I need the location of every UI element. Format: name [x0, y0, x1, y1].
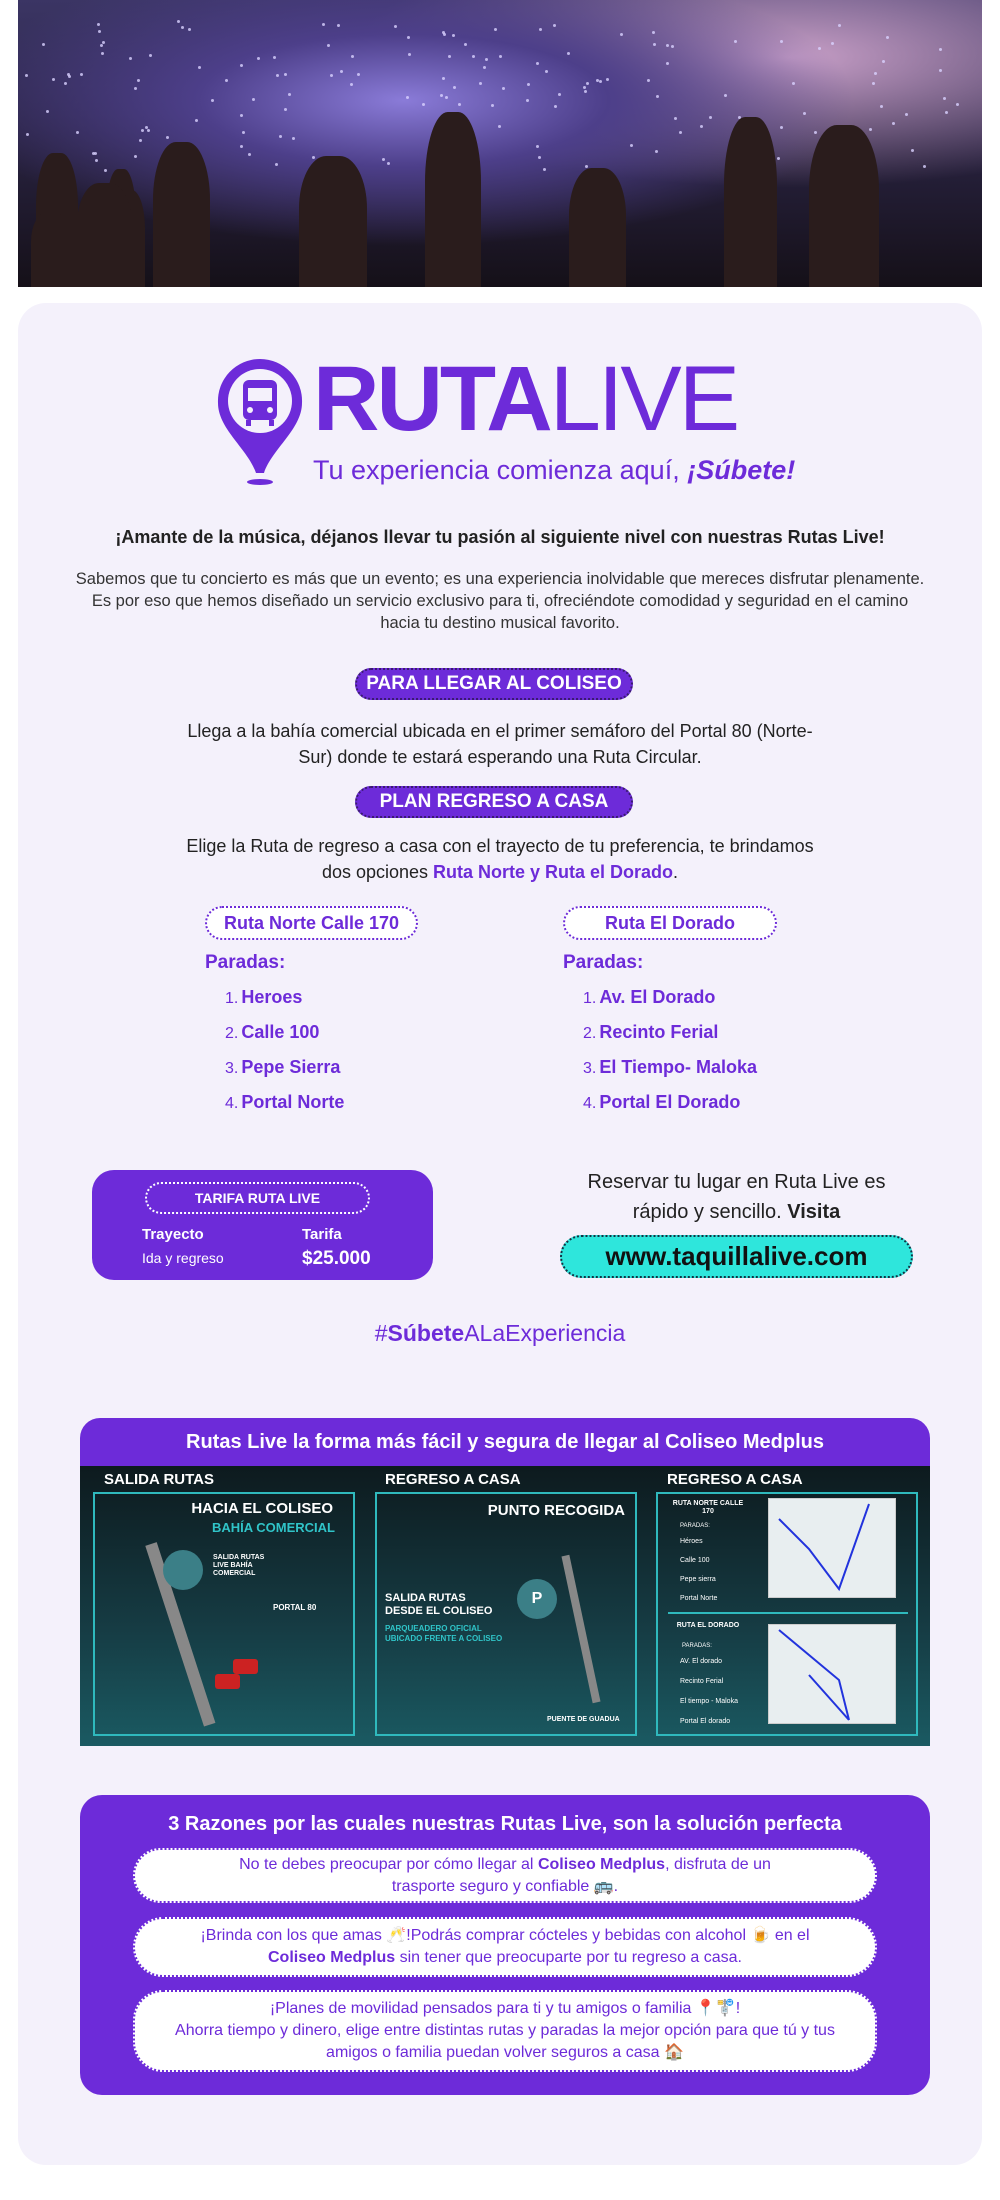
route-dorado-stop: 4. Portal El Dorado	[583, 1092, 741, 1112]
route-north-map	[768, 1498, 896, 1598]
infographic-title: Rutas Live la forma más fácil y segura de llegar al Coliseo Medplus	[80, 1418, 930, 1466]
arrive-label: PARA LLEGAR AL COLISEO	[355, 668, 633, 700]
reserve-visit: Visita	[787, 1201, 841, 1223]
bus-pin-icon	[213, 355, 308, 485]
light-dot	[647, 79, 650, 82]
light-dot	[240, 64, 243, 67]
light-dot	[838, 24, 841, 27]
panel1	[93, 1492, 355, 1736]
light-dot	[869, 128, 872, 131]
intro-heading: ¡Amante de la música, déjanos llevar tu pasión al siguiente nivel con nuestras Rutas Live!	[115, 527, 885, 547]
logo-word-live: LIVE	[549, 348, 738, 450]
light-dot	[101, 52, 104, 55]
road-graphic	[561, 1555, 600, 1703]
light-dot	[141, 129, 144, 132]
light-dot	[803, 112, 806, 115]
light-dot	[442, 77, 445, 80]
light-dot	[818, 47, 821, 50]
fare-col-price: Tarifa	[302, 1226, 342, 1243]
light-dot	[956, 103, 959, 106]
light-dot	[586, 82, 589, 85]
light-dot	[679, 131, 682, 134]
panel3-stop: Portal El dorado	[680, 1718, 731, 1725]
panel3-stop: Héroes	[680, 1538, 703, 1545]
light-dot	[700, 125, 703, 128]
panel3-stop: Portal Norte	[680, 1595, 718, 1602]
light-dot	[923, 165, 926, 168]
panel1-portal-label: PORTAL 80	[273, 1603, 317, 1612]
light-dot	[46, 110, 49, 113]
panel3-route1: RUTA NORTE CALLE 170	[672, 1500, 744, 1515]
light-dot	[276, 74, 279, 77]
panel2	[375, 1492, 637, 1736]
light-dot	[483, 66, 486, 69]
panel1-subheading: BAHÍA COMERCIAL	[211, 1520, 335, 1535]
light-dot	[382, 158, 385, 161]
light-dot	[652, 31, 655, 34]
light-dot	[95, 159, 98, 162]
light-dot	[792, 82, 795, 85]
route-north-stop: 2. Calle 100	[225, 1022, 320, 1042]
light-dot	[653, 43, 656, 46]
light-dot	[905, 113, 908, 116]
light-dot	[134, 155, 137, 158]
light-dot	[273, 56, 276, 59]
tagline-emphasis: ¡Súbete!	[687, 455, 796, 485]
light-dot	[485, 58, 488, 61]
light-dot	[102, 41, 105, 44]
light-dot	[666, 62, 669, 65]
light-dot	[292, 137, 295, 140]
light-dot	[585, 165, 588, 168]
light-dot	[181, 26, 184, 29]
taquillalive-link[interactable]: www.taquillalive.com	[560, 1235, 913, 1278]
crowd-silhouette	[724, 117, 777, 287]
light-dot	[882, 60, 885, 63]
return-text-routes: Ruta Norte y Ruta el Dorado	[433, 862, 674, 882]
light-dot	[526, 99, 529, 102]
route-north-stop: 1. Heroes	[225, 987, 303, 1007]
route-north-stop: 3. Pepe Sierra	[225, 1057, 341, 1077]
light-dot	[831, 42, 834, 45]
light-dot	[911, 149, 914, 152]
reserve-text-main: Reservar tu lugar en Ruta Live es rápido y sencillo.	[587, 1171, 886, 1223]
light-dot	[422, 103, 425, 106]
light-dot	[440, 94, 443, 97]
route-dorado-stop: 1. Av. El Dorado	[583, 987, 716, 1007]
fare-col-trip: Trayecto	[142, 1226, 204, 1243]
light-dot	[599, 80, 602, 83]
hashtag: #SúbeteALaExperiencia	[374, 1320, 626, 1346]
fare-box	[92, 1170, 433, 1280]
panel3-stop: El tiempo - Maloka	[680, 1698, 738, 1705]
route-dorado-stop: 2. Recinto Ferial	[583, 1022, 719, 1042]
panel2-heading: PUNTO RECOGIDA	[487, 1502, 625, 1519]
route-north-label: Ruta Norte Calle 170	[205, 906, 418, 940]
tagline-text: Tu experiencia comienza aquí,	[313, 455, 688, 485]
panel3-stop: AV. El dorado	[680, 1658, 723, 1665]
light-dot	[892, 122, 895, 125]
light-dot	[543, 168, 546, 171]
panel1-exit-label: SALIDA RUTAS LIVE BAHÍA COMERCIAL	[213, 1554, 265, 1577]
crowd-silhouette	[809, 125, 879, 287]
logo-word-ruta: RUTA	[313, 348, 550, 450]
light-dot	[407, 36, 410, 39]
hero-concert-image	[18, 0, 982, 287]
route-dorado-stop: 3. El Tiempo- Maloka	[583, 1057, 758, 1077]
light-dot	[68, 75, 71, 78]
light-dot	[357, 73, 360, 76]
light-dot	[149, 54, 152, 57]
light-dot	[443, 33, 446, 36]
light-dot	[52, 78, 55, 81]
light-dot	[42, 43, 45, 46]
panel2-title: REGRESO A CASA	[385, 1471, 521, 1488]
light-dot	[252, 98, 255, 101]
light-dot	[242, 131, 245, 134]
light-dot	[166, 136, 169, 139]
light-dot	[709, 116, 712, 119]
return-text	[175, 833, 825, 885]
parking-icon: P	[517, 1579, 557, 1619]
light-dot	[257, 57, 260, 60]
panel2-bridge-label: PUENTE DE GUADUA	[547, 1716, 620, 1723]
light-dot	[64, 82, 67, 85]
light-dot	[886, 36, 889, 39]
light-dot	[177, 20, 180, 23]
return-text-end: .	[673, 862, 679, 882]
route-north-stop: 4. Portal Norte	[225, 1092, 345, 1112]
light-dot	[536, 145, 539, 148]
light-dot	[211, 99, 214, 102]
crowd-silhouette	[425, 112, 482, 287]
route-dorado-label: Ruta El Dorado	[563, 906, 777, 940]
crowd-silhouette	[569, 168, 625, 287]
route-north-stops-label: Paradas:	[205, 952, 286, 973]
light-dot	[394, 25, 397, 28]
crowd-silhouette	[153, 142, 210, 287]
light-dot	[26, 133, 29, 136]
light-dot	[322, 23, 325, 26]
reasons-section	[80, 1795, 930, 2095]
light-dot	[129, 57, 132, 60]
light-dot	[567, 52, 570, 55]
light-dot	[777, 157, 780, 160]
light-dot	[554, 105, 557, 108]
return-text-main: Elige la Ruta de regreso a casa con el trayecto de tu preferencia, te brindamos dos opciones	[186, 836, 814, 882]
reason-2: ¡Brinda con los que amas 🥂!Podrás comprar cócteles y bebidas con alcohol 🍺 en el Coliseo Medplus sin tener que preocuparte por tu regreso a casa.	[133, 1917, 877, 1977]
light-dot	[596, 79, 599, 82]
light-dot	[656, 95, 659, 98]
light-dot	[445, 96, 448, 99]
location-pin-icon	[163, 1550, 203, 1590]
light-dot	[453, 86, 456, 89]
light-dot	[874, 72, 877, 75]
light-dot	[147, 129, 150, 132]
divider	[668, 1612, 908, 1614]
light-dot	[945, 111, 948, 114]
light-dot	[104, 169, 107, 172]
fare-title: TARIFA RUTA LIVE	[145, 1182, 370, 1214]
light-dot	[584, 90, 587, 93]
light-dot	[479, 82, 482, 85]
reason-1: No te debes preocupar por cómo llegar al Coliseo Medplus, disfruta de un trasporte seguro y confiable 🚌.	[133, 1848, 877, 1903]
light-dot	[350, 83, 353, 86]
light-dot	[288, 93, 291, 96]
light-dot	[780, 40, 783, 43]
bus-graphic	[215, 1674, 240, 1689]
light-dot	[939, 69, 942, 72]
reasons-title: 3 Razones por las cuales nuestras Rutas Live, son la solución perfecta	[168, 1813, 842, 1835]
light-dot	[275, 163, 278, 166]
light-dot	[458, 103, 461, 106]
crowd-silhouette	[77, 183, 132, 287]
light-dot	[620, 33, 623, 36]
light-dot	[630, 144, 633, 147]
light-dot	[284, 108, 287, 111]
light-dot	[674, 117, 677, 120]
light-dot	[872, 82, 875, 85]
light-dot	[337, 24, 340, 27]
light-dot	[943, 97, 946, 100]
light-dot	[351, 55, 354, 58]
light-dot	[406, 96, 409, 99]
light-dot	[248, 153, 251, 156]
light-dot	[538, 156, 541, 159]
light-dot	[464, 43, 467, 46]
panel1-title: SALIDA RUTAS	[104, 1471, 214, 1488]
reserve-text	[570, 1167, 903, 1227]
logo	[213, 348, 803, 490]
light-dot	[195, 119, 198, 122]
light-dot	[67, 73, 70, 76]
light-dot	[340, 70, 343, 73]
light-dot	[312, 156, 315, 159]
arrive-text: Llega a la bahía comercial ubicada en el primer semáforo del Portal 80 (Norte-Sur) donde te estará esperando una Ruta Circular.	[187, 721, 813, 767]
light-dot	[327, 44, 330, 47]
light-dot	[606, 78, 609, 81]
light-dot	[498, 125, 501, 128]
infographic	[80, 1466, 930, 1746]
reason-3: ¡Planes de movilidad pensados para ti y tu amigos o familia 📍🚏! Ahorra tiempo y dinero, elige entre distintas rutas y paradas la mejor opción para que tú y tus amigos o familia puedan volver seguros a casa 🏠	[133, 1990, 877, 2072]
light-dot	[939, 48, 942, 51]
light-dot	[724, 94, 727, 97]
light-dot	[225, 79, 228, 82]
light-dot	[536, 62, 539, 65]
crowd-silhouette	[31, 212, 71, 287]
light-dot	[76, 131, 79, 134]
panel3	[656, 1492, 918, 1736]
fare-trip: Ida y regreso	[142, 1250, 224, 1266]
light-dot	[494, 28, 497, 31]
light-dot	[387, 162, 390, 165]
light-dot	[98, 30, 101, 33]
tagline	[313, 455, 795, 486]
light-dot	[279, 135, 282, 138]
light-dot	[491, 104, 494, 107]
panel3-route1-label: PARADAS:	[680, 1523, 710, 1529]
light-dot	[880, 105, 883, 108]
panel2-exit-label: SALIDA RUTAS DESDE EL COLISEO	[385, 1592, 493, 1617]
panel3-route2-label: PARADAS:	[682, 1643, 712, 1649]
panel2-parking-label: PARQUEADERO OFICIAL UBICADO FRENTE A COLISEO	[385, 1624, 503, 1643]
light-dot	[502, 87, 505, 90]
light-dot	[452, 34, 455, 37]
fare-price: $25.000	[302, 1248, 371, 1269]
route-dorado-map	[768, 1624, 896, 1724]
light-dot	[472, 55, 475, 58]
crowd-silhouette	[324, 196, 356, 287]
bus-graphic	[233, 1659, 258, 1674]
light-dot	[330, 74, 333, 77]
light-dot	[134, 87, 137, 90]
light-dot	[240, 145, 243, 148]
light-dot	[188, 28, 191, 31]
light-dot	[100, 44, 103, 47]
light-dot	[527, 83, 530, 86]
light-dot	[780, 126, 783, 129]
light-dot	[97, 23, 100, 26]
panel1-heading: HACIA EL COLISEO	[191, 1500, 333, 1517]
panel3-stop: Calle 100	[680, 1557, 710, 1564]
light-dot	[139, 139, 142, 142]
panel3-route2: RUTA EL DORADO	[676, 1622, 740, 1629]
light-dot	[558, 93, 561, 96]
light-dot	[499, 55, 502, 58]
panel3-stop: Pepe sierra	[680, 1576, 716, 1583]
light-dot	[583, 86, 586, 89]
light-dot	[545, 70, 548, 73]
light-dot	[25, 74, 28, 77]
light-dot	[198, 66, 201, 69]
light-dot	[240, 114, 243, 117]
route-dorado-stops-label: Paradas:	[563, 952, 644, 973]
panel3-stop: Recinto Ferial	[680, 1678, 724, 1685]
light-dot	[671, 45, 674, 48]
light-dot	[448, 55, 451, 58]
light-dot	[80, 73, 83, 76]
intro-body: Sabemos que tu concierto es más que un evento; es una experiencia inolvidable que mereces disfrutar plenamente. Es por eso que hemos diseñado un servicio exclusivo para ti, ofreciéndote comodidad y seguridad en el camino hacia tu destino musical favorito.	[75, 570, 925, 632]
light-dot	[553, 24, 556, 27]
light-dot	[734, 40, 737, 43]
light-dot	[666, 44, 669, 47]
light-dot	[539, 28, 542, 31]
panel3-title: REGRESO A CASA	[667, 1471, 803, 1488]
light-dot	[137, 79, 140, 82]
light-dot	[814, 131, 817, 134]
light-dot	[655, 150, 658, 153]
light-dot	[408, 53, 411, 56]
light-dot	[284, 73, 287, 76]
return-label: PLAN REGRESO A CASA	[355, 786, 633, 818]
